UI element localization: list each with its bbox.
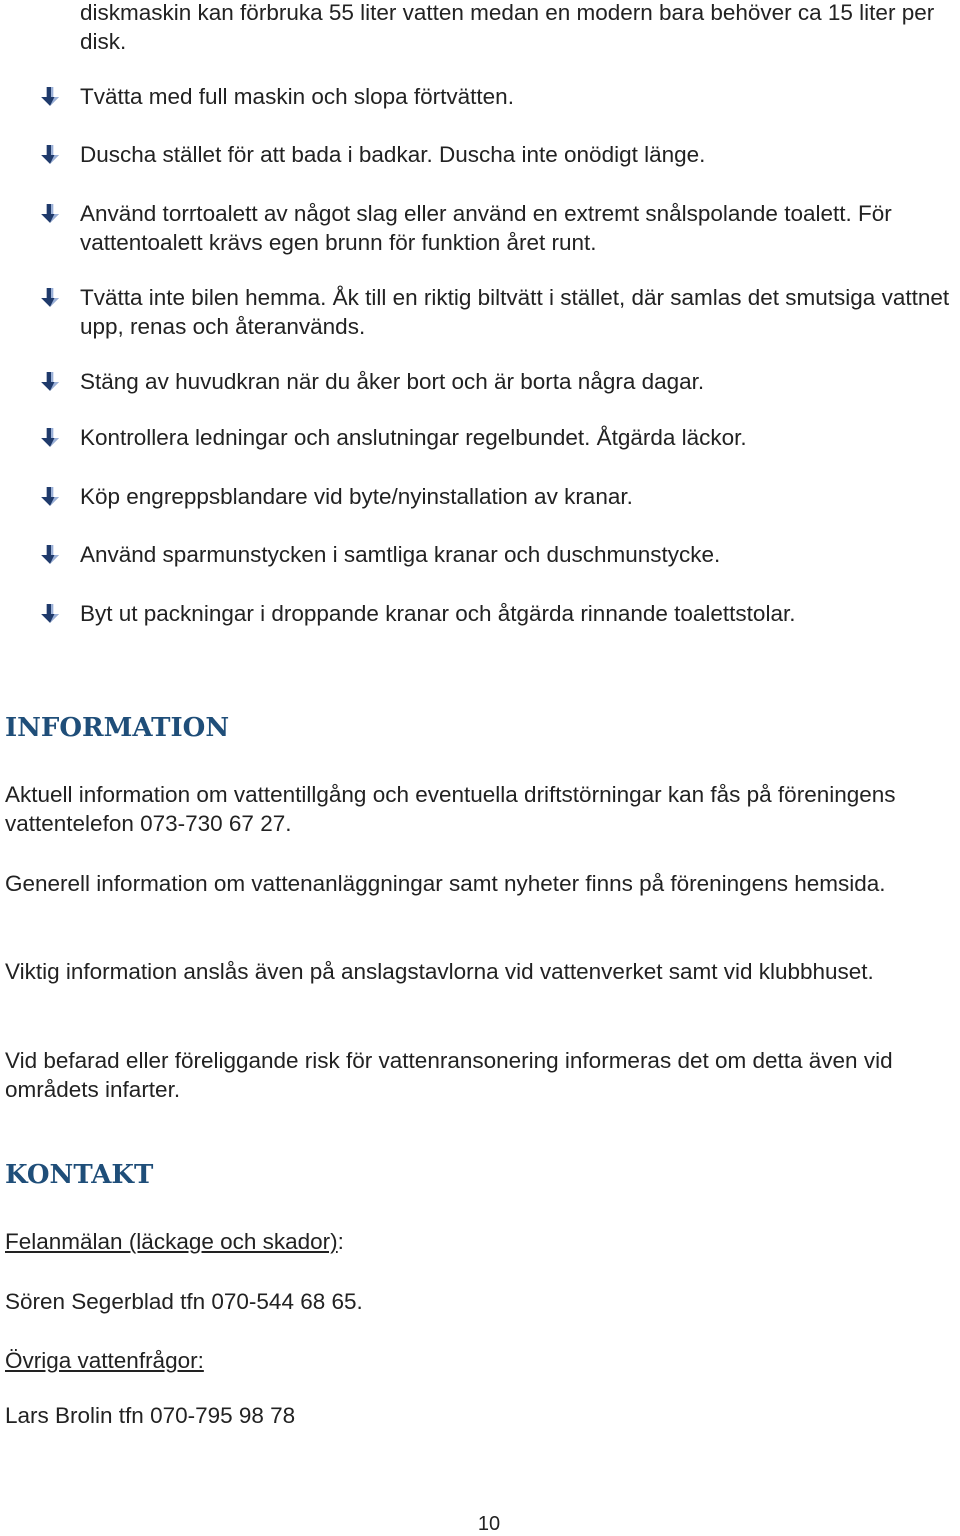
list-item-text: Tvätta inte bilen hemma. Åk till en riktig biltvätt i stället, där samlas det smutsiga vattnet upp, renas och återanvänds. (80, 285, 950, 339)
list-item-text: Byt ut packningar i droppande kranar och åtgärda rinnande toalettstolar. (80, 601, 796, 626)
arrow-down-bullet-icon (40, 487, 60, 507)
information-heading: INFORMATION (5, 713, 230, 743)
information-paragraph: Aktuell information om vattentillgång och eventuella driftstörningar kan fås på föreningens vattentelefon 073-730 67 27. (5, 782, 896, 836)
arrow-down-bullet-icon (40, 372, 60, 392)
list-item-text: Köp engreppsblandare vid byte/nyinstallation av kranar. (80, 484, 633, 509)
fault-report-label (5, 1227, 920, 1256)
information-paragraph: Viktig information anslås även på anslagstavlorna vid vattenverket samt vid klubbhuset. (5, 959, 874, 984)
list-item-text: Stäng av huvudkran när du åker bort och är borta några dagar. (80, 369, 705, 394)
list-item-text: Tvätta med full maskin och slopa förtvätten. (80, 84, 514, 109)
other-questions-label (5, 1346, 920, 1375)
fault-report-colon: : (337, 1229, 344, 1254)
arrow-down-bullet-icon (40, 87, 60, 107)
arrow-down-bullet-icon (40, 288, 60, 308)
other-questions-contact: Lars Brolin tfn 070-795 98 78 (5, 1403, 296, 1428)
arrow-down-bullet-icon (40, 428, 60, 448)
list-item-text: Duscha stället för att bada i badkar. Duscha inte onödigt länge. (80, 142, 706, 167)
arrow-down-bullet-icon (40, 604, 60, 624)
continuation-text: diskmaskin kan förbruka 55 liter vatten medan en modern bara behöver ca 15 liter per disk. (80, 0, 935, 54)
page-number: 10 (477, 1513, 501, 1535)
arrow-down-bullet-icon (40, 145, 60, 165)
list-item-text: Kontrollera ledningar och anslutningar regelbundet. Åtgärda läckor. (80, 425, 747, 450)
information-paragraph: Vid befarad eller föreliggande risk för vattenransonering informeras det om detta även vid områdets infarter. (5, 1048, 893, 1102)
arrow-down-bullet-icon (40, 204, 60, 224)
kontakt-heading: KONTAKT (5, 1160, 154, 1190)
fault-report-contact: Sören Segerblad tfn 070-544 68 65. (5, 1289, 363, 1314)
arrow-down-bullet-icon (40, 545, 60, 565)
other-questions-label-text: Övriga vattenfrågor: (5, 1348, 204, 1373)
list-item-text: Använd torrtoalett av något slag eller använd en extremt snålspolande toalett. För vattentoalett krävs egen brunn för funktion året runt. (80, 201, 892, 255)
information-paragraph: Generell information om vattenanläggningar samt nyheter finns på föreningens hemsida. (5, 871, 886, 896)
fault-report-label-text: Felanmälan (läckage och skador) (5, 1229, 338, 1254)
list-item-text: Använd sparmunstycken i samtliga kranar och duschmunstycke. (80, 542, 721, 567)
